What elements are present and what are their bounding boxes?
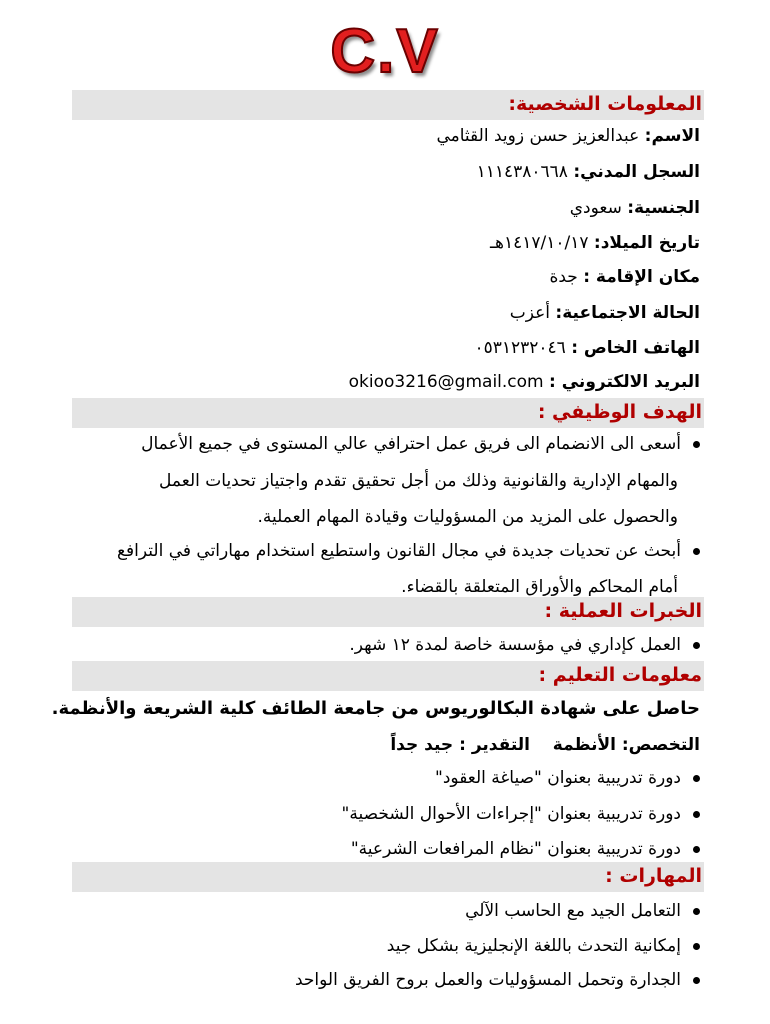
field-phone: [474, 336, 700, 360]
bullet-icon: [693, 642, 700, 649]
objective-item-1-line-2: والمهام الإدارية والقانونية وذلك من أجل تحقيق تقدم واجتياز تحديات العمل: [159, 471, 678, 491]
label-name: الاسم:: [644, 126, 700, 146]
field-email: [349, 370, 700, 394]
skill-item-1: [465, 899, 700, 923]
value-civil-id: ١١١٤٣٨٠٦٦٨: [476, 162, 568, 182]
skill-item-3-text: الجدارة وتحمل المسؤوليات والعمل بروح الفريق الواحد: [294, 970, 681, 990]
heading-experience: الخبرات العملية :: [544, 600, 702, 622]
experience-item-1-text: العمل كإداري في مؤسسة خاصة لمدة ١٢ شهر.: [349, 635, 681, 655]
value-nationality: سعودي: [569, 198, 622, 218]
label-marital: الحالة الاجتماعية:: [555, 303, 700, 323]
bullet-icon: [693, 977, 700, 984]
cv-title: C.V: [330, 17, 440, 86]
value-email: okioo3216@gmail.com: [348, 372, 544, 392]
field-residence: [549, 265, 700, 289]
course-item-3: [351, 837, 700, 861]
course-item-3-text: دورة تدريبية بعنوان "نظام المرافعات الشرعية": [350, 839, 681, 859]
field-name: [436, 124, 700, 148]
heading-education: معلومات التعليم :: [538, 664, 702, 686]
field-nationality: [570, 196, 700, 220]
label-dob: تاريخ الميلاد:: [593, 233, 700, 253]
label-residence: مكان الإقامة :: [583, 267, 700, 287]
value-residence: جدة: [549, 267, 578, 287]
experience-item-1: [349, 633, 700, 657]
objective-item-1-line-1: أسعى الى الانضمام الى فريق عمل احترافي عالي المستوى في جميع الأعمال: [141, 434, 681, 454]
value-dob: ١٤١٧/١٠/١٧هـ: [490, 233, 589, 253]
field-dob: [490, 231, 700, 255]
skill-item-2: [387, 934, 700, 958]
label-nationality: الجنسية:: [627, 198, 700, 218]
heading-objective: الهدف الوظيفي :: [537, 401, 702, 423]
value-name: عبدالعزيز حسن زويد القثامي: [436, 126, 640, 146]
education-degree: حاصل على شهادة البكالوريوس من جامعة الطائف كلية الشريعة والأنظمة.: [51, 698, 700, 719]
bullet-icon: [693, 846, 700, 853]
bullet-icon: [693, 811, 700, 818]
objective-item-2-line-2: أمام المحاكم والأوراق المتعلقة بالقضاء.: [401, 577, 678, 597]
skill-item-1-text: التعامل الجيد مع الحاسب الآلي: [465, 901, 681, 921]
course-item-2-text: دورة تدريبية بعنوان "إجراءات الأحوال الشخصية": [341, 804, 681, 824]
value-marital: أعزب: [509, 303, 551, 323]
label-email: البريد الالكتروني :: [549, 372, 700, 392]
skill-item-2-text: إمكانية التحدث باللغة الإنجليزية بشكل جيد: [386, 936, 681, 956]
label-civil-id: السجل المدني:: [573, 162, 700, 182]
field-marital: [510, 301, 700, 325]
objective-item-2-line-1: أبحث عن تحديات جديدة في مجال القانون واستطيع استخدام مهاراتي في الترافع: [116, 541, 681, 561]
bullet-icon: [693, 943, 700, 950]
skill-item-3: [295, 968, 700, 992]
objective-item-2: [117, 539, 700, 563]
value-phone: ٠٥٣١٢٣٢٠٤٦: [474, 338, 566, 358]
education-grade: التقدير : جيد جداً: [390, 735, 530, 755]
course-item-2: [342, 802, 700, 826]
course-item-1-text: دورة تدريبية بعنوان "صياغة العقود": [435, 768, 681, 788]
bullet-icon: [693, 908, 700, 915]
course-item-1: [435, 766, 700, 790]
education-major: التخصص: الأنظمة: [552, 735, 700, 755]
label-phone: الهاتف الخاص :: [571, 338, 700, 358]
field-civil-id: [477, 160, 700, 184]
bullet-icon: [693, 441, 700, 448]
heading-skills: المهارات :: [605, 865, 702, 887]
objective-item-1-line-3: والحصول على المزيد من المسؤوليات وقيادة المهام العملية.: [257, 507, 678, 527]
heading-personal: المعلومات الشخصية:: [508, 93, 702, 115]
bullet-icon: [693, 548, 700, 555]
objective-item-1: [141, 432, 700, 456]
bullet-icon: [693, 775, 700, 782]
